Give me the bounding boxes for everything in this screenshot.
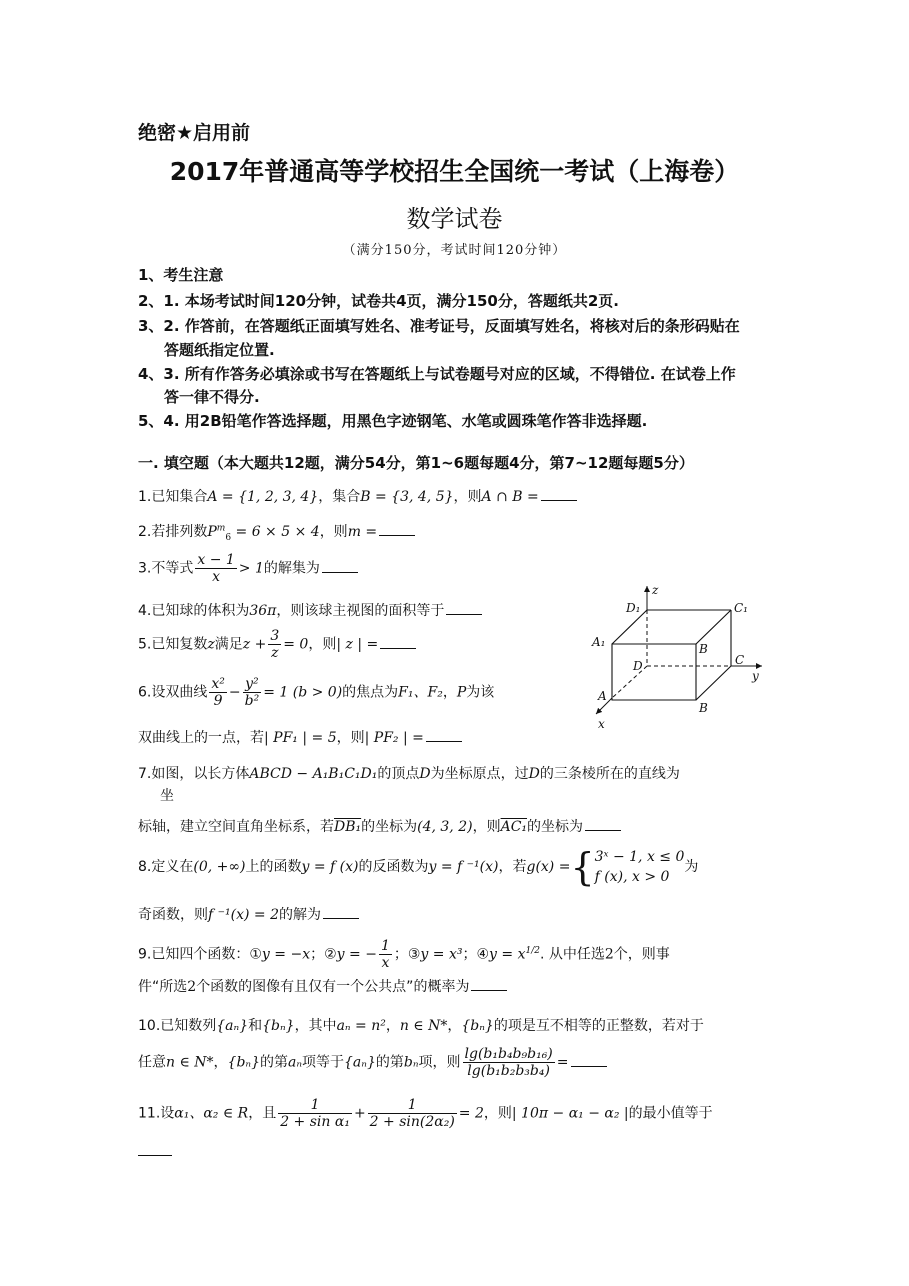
question-5: 5.已知复数z满足z + $\frac{3}{z}$ = 0，则| z | = — [138, 628, 416, 661]
label-a1: A₁ — [592, 635, 606, 649]
answer-blank[interactable] — [138, 1155, 172, 1156]
answer-blank[interactable] — [380, 636, 416, 649]
label-x: x — [598, 717, 605, 731]
question-9-cont: 件“所选2个函数的图像有且仅有一个公共点”的概率为 — [138, 976, 507, 996]
label-a: A — [598, 689, 607, 703]
fraction: $\frac{1}{x}$ — [380, 938, 390, 971]
fraction: $\frac{1}{\text{2 + sin(2α₂)}}$ — [369, 1097, 455, 1130]
answer-blank[interactable] — [585, 818, 621, 831]
cuboid-coordinate-figure — [586, 580, 776, 735]
answer-blank[interactable] — [426, 729, 462, 742]
note-3: 3、2. 作答前，在答题纸正面填写姓名、准考证号，反面填写姓名，将核对后的条形码贴在 — [138, 317, 740, 335]
exam-subtitle: 数学试卷 — [406, 205, 503, 233]
label-y: y — [752, 669, 759, 683]
fraction: $\frac{\text{x²}}{9}$ — [211, 676, 225, 709]
note-4-cont: 答一律不得分. — [164, 388, 260, 406]
answer-blank[interactable] — [323, 906, 359, 919]
edge-a1d1 — [612, 610, 647, 644]
edge-b1c1 — [696, 610, 731, 644]
note-1: 1、考生注意 — [138, 266, 224, 284]
question-10: 10.已知数列{aₙ}和{bₙ}，其中aₙ = n²，n ∈ N*，{bₙ}的项是互不相等的正整数，若对于 — [138, 1018, 704, 1034]
exam-meta: （满分150分，考试时间120分钟） — [342, 243, 567, 258]
note-3-cont: 答题纸指定位置. — [164, 341, 275, 359]
answer-blank[interactable] — [446, 602, 482, 615]
section-heading: 一. 填空题（本大题共12题，满分54分，第1~6题每题4分，第7~12题每题5分） — [138, 454, 694, 472]
question-7-wrap: 坐 — [160, 788, 174, 804]
fraction: $\frac{1}{\text{2 + sin α₁}}$ — [280, 1097, 350, 1130]
label-c1: C₁ — [734, 601, 748, 615]
label-d: D — [633, 659, 643, 673]
edge-cb — [696, 666, 731, 700]
note-5: 5、4. 用2B铅笔作答选择题，用黑色字迹钢笔、水笔或圆珠笔作答非选择题. — [138, 412, 648, 430]
confidential-mark: 绝密★启用前 — [138, 122, 251, 144]
answer-blank[interactable] — [322, 560, 358, 573]
label-b1: B — [699, 642, 708, 656]
label-d1: D₁ — [626, 601, 641, 615]
question-7: 7.如图，以长方体ABCD − A₁B₁C₁D₁的顶点D为坐标原点，过D的三条棱所在的直线为 — [138, 766, 680, 782]
question-7-cont: 标轴，建立空间直角坐标系，若DB₁的坐标为(4, 3, 2)，则AC₁的坐标为 — [138, 816, 621, 836]
question-11: 11.设α₁、α₂ ∈ R，且 $\frac{1}{\text{2 + sin α₁}}$ + $\frac{1}{\text{2 + sin(2α₂)}}$ = 2，则| 10π − α₁ − α₂ |的最小值等于 — [138, 1097, 713, 1130]
answer-blank[interactable] — [541, 488, 577, 501]
question-10-cont: 任意n ∈ N*，{bₙ}的第aₙ项等于{aₙ}的第bₙ项，则 $\frac{\text{lg(b₁b₄b₉b₁₆)}}{\text{lg(b₁b₂b₃b₄)}}$ = — [138, 1046, 607, 1079]
fraction: $\frac{\text{lg(b₁b₄b₉b₁₆)}}{\text{lg(b₁b₂b₃b₄)}}$ — [464, 1046, 553, 1079]
front-face — [612, 644, 696, 700]
question-8-cont: 奇函数，则f ⁻¹(x) = 2的解为 — [138, 904, 359, 924]
question-2: 2.若排列数$P^m_6 = 6 \times 5 \times 4$，则m = — [138, 521, 415, 543]
question-1: 1.已知集合A = {1, 2, 3, 4}，集合B = {3, 4, 5}，则A ∩ B = — [138, 486, 577, 506]
question-6: 6.设双曲线 $\frac{\text{x²}}{9}$ − $\frac{\text{y²}}{\text{b²}}$ = 1 (b > 0)的焦点为F₁、F₂，P为该 — [138, 676, 495, 709]
note-4: 4、3. 所有作答务必填涂或书写在答题纸上与试卷题号对应的区域，不得错位. 在试卷上作 — [138, 365, 736, 383]
label-b: B — [699, 701, 708, 715]
exam-title: 2017年普通高等学校招生全国统一考试（上海卷） — [169, 157, 740, 186]
question-6-cont: 双曲线上的一点，若| PF₁ | = 5，则| PF₂ | = — [138, 727, 462, 747]
question-4: 4.已知球的体积为36π，则该球主视图的面积等于 — [138, 600, 482, 620]
answer-blank[interactable] — [571, 1054, 607, 1067]
piecewise-cases: 3ˣ − 1, x ≤ 0 f (x), x > 0 — [594, 849, 685, 885]
fraction: $\frac{\text{y²}}{\text{b²}}$ — [244, 676, 260, 709]
fraction: $\frac{x - 1}{x}$ — [197, 552, 235, 585]
question-9: 9.已知四个函数：①y = −x；②y = − $\frac{1}{x}$ ；③y = x³；④y = $x^{1/2}$. 从中任选2个，则事 — [138, 938, 670, 971]
answer-blank[interactable] — [379, 523, 415, 536]
answer-blank[interactable] — [471, 978, 507, 991]
label-z: z — [652, 583, 659, 597]
label-c: C — [735, 653, 745, 667]
fraction: $\frac{3}{z}$ — [270, 628, 280, 661]
note-2: 2、1. 本场考试时间120分钟，试卷共4页，满分150分，答题纸共2页. — [138, 292, 619, 310]
question-8: 8.定义在(0, +∞)上的函数y = f (x)的反函数为y = f ⁻¹(x)，若g(x) ={ 3ˣ − 1, x ≤ 0 f (x), x > 0 为 — [138, 845, 699, 889]
brace-icon: { — [570, 845, 595, 889]
question-3: 3.不等式 $\frac{x - 1}{x}$ > 1的解集为 — [138, 552, 358, 585]
